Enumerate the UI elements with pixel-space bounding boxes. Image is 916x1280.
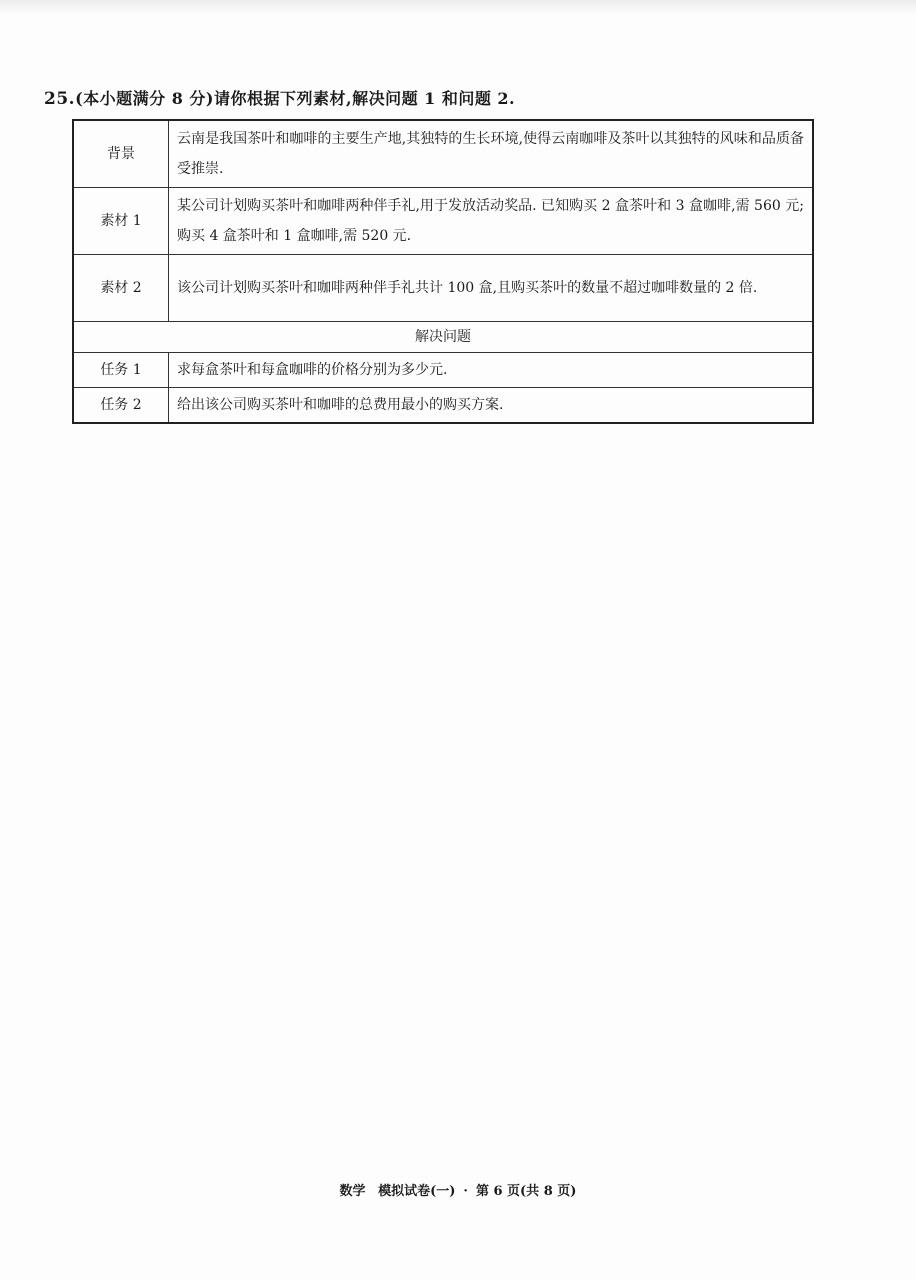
table-row-material-2 bbox=[73, 255, 813, 322]
question-number: 25. bbox=[44, 89, 76, 109]
footer-exam: 模拟试卷(一) bbox=[378, 1184, 456, 1199]
question-instruction: (本小题满分 8 分)请你根据下列素材,解决问题 1 和问题 2. bbox=[75, 89, 516, 108]
footer-page-info: 第 6 页(共 8 页) bbox=[475, 1184, 577, 1199]
row-label: 素材 2 bbox=[73, 255, 169, 322]
task-content: 给出该公司购买茶叶和咖啡的总费用最小的购买方案. bbox=[169, 388, 814, 424]
task-content: 求每盒茶叶和每盒咖啡的价格分别为多少元. bbox=[169, 353, 814, 388]
table-row-material-1 bbox=[73, 188, 813, 255]
scan-top-shade bbox=[0, 0, 916, 14]
row-label: 背景 bbox=[73, 120, 169, 188]
footer-subject: 数学 bbox=[339, 1184, 366, 1199]
materials-table bbox=[72, 119, 814, 424]
page-footer bbox=[0, 1180, 916, 1199]
row-content: 云南是我国茶叶和咖啡的主要生产地,其独特的生长环境,使得云南咖啡及茶叶以其独特的风味和品质备受推崇. bbox=[169, 120, 814, 188]
table-row-section bbox=[73, 322, 813, 353]
row-content: 该公司计划购买茶叶和咖啡两种伴手礼共计 100 盒,且购买茶叶的数量不超过咖啡数量的 2 倍. bbox=[169, 255, 814, 322]
task-label: 任务 1 bbox=[73, 353, 169, 388]
table-row-task-2 bbox=[73, 388, 813, 424]
row-content: 某公司计划购买茶叶和咖啡两种伴手礼,用于发放活动奖品. 已知购买 2 盒茶叶和 3 盒咖啡,需 560 元;购买 4 盒茶叶和 1 盒咖啡,需 520 元. bbox=[169, 188, 814, 255]
table-row-task-1 bbox=[73, 353, 813, 388]
question-header bbox=[44, 86, 515, 109]
footer-separator: · bbox=[463, 1184, 468, 1199]
task-label: 任务 2 bbox=[73, 388, 169, 424]
table-row-background bbox=[73, 120, 813, 188]
row-label: 素材 1 bbox=[73, 188, 169, 255]
section-title: 解决问题 bbox=[73, 322, 813, 353]
